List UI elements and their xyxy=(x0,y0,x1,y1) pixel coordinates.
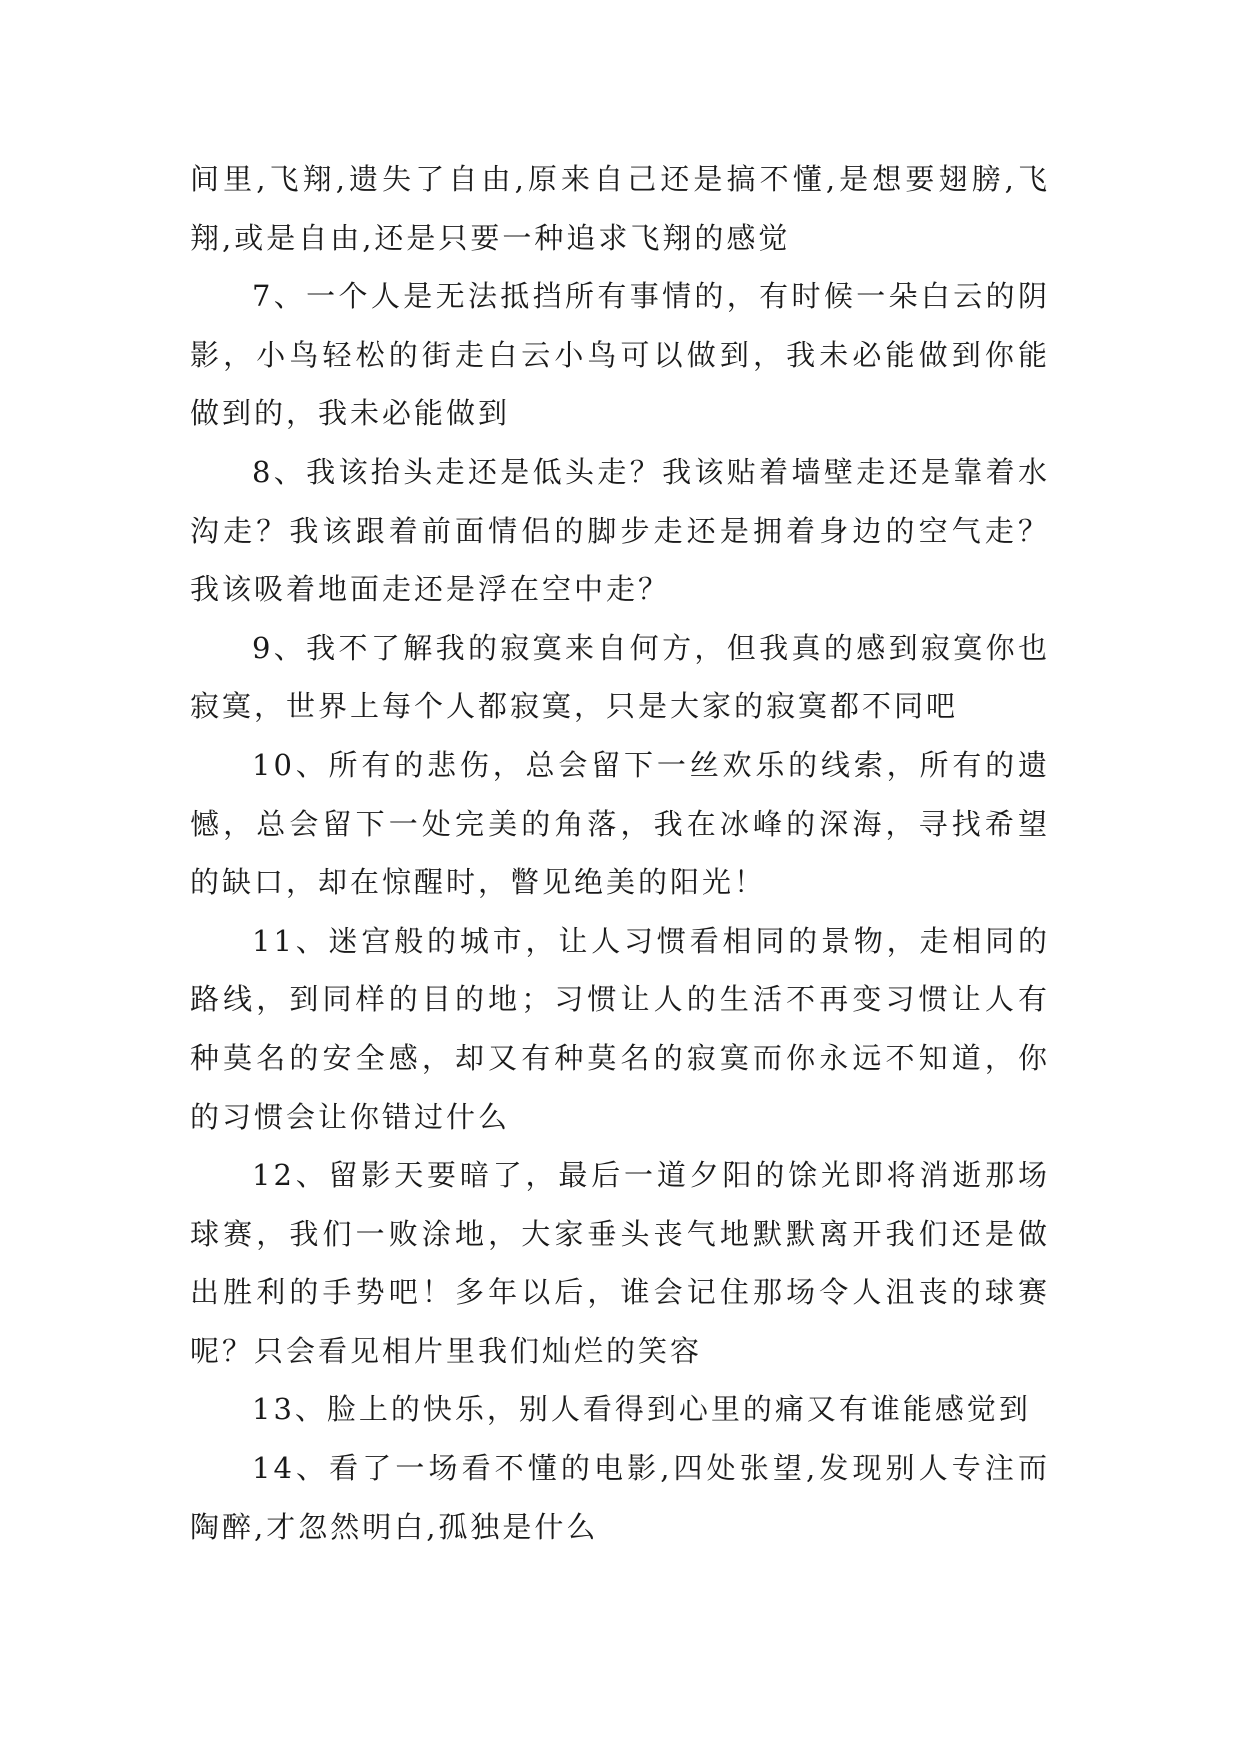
paragraph-item-10: 10、所有的悲伤，总会留下一丝欢乐的线索，所有的遗憾，总会留下一处完美的角落，我在冰峰的深海，寻找希望的缺口，却在惊醒时，瞥见绝美的阳光！ xyxy=(190,747,1050,900)
paragraph-item-11: 11、迷宫般的城市，让人习惯看相同的景物，走相同的路线，到同样的目的地；习惯让人的生活不再变习惯让人有种莫名的安全感，却又有种莫名的寂寞而你永远不知道，你的习惯会让你错过什么 xyxy=(190,923,1050,1134)
paragraph-item-9: 9、我不了解我的寂寞来自何方，但我真的感到寂寞你也寂寞，世界上每个人都寂寞，只是大家的寂寞都不同吧 xyxy=(190,630,1050,724)
paragraph-item-7: 7、一个人是无法抵挡所有事情的，有时候一朵白云的阴影，小鸟轻松的街走白云小鸟可以做到，我未必能做到你能做到的，我未必能做到 xyxy=(190,279,1050,431)
paragraph-item-12: 12、留影天要暗了，最后一道夕阳的馀光即将消逝那场球赛，我们一败涂地，大家垂头丧气地默默离开我们还是做出胜利的手势吧！多年以后，谁会记住那场令人沮丧的球赛呢？只会看见相片里我们灿烂的笑容 xyxy=(190,1158,1050,1368)
paragraph-item-8: 8、我该抬头走还是低头走？我该贴着墙壁走还是靠着水沟走？我该跟着前面情侣的脚步走还是拥着身边的空气走？我该吸着地面走还是浮在空中走？ xyxy=(190,454,1050,607)
paragraph-continued: 间里,飞翔,遗失了自由,原来自己还是搞不懂,是想要翅膀,飞翔,或是自由,还是只要一种追求飞翔的感觉 xyxy=(190,162,1050,255)
body-text xyxy=(190,150,1050,1556)
paragraph-item-14: 14、看了一场看不懂的电影,四处张望,发现别人专注而陶醉,才忽然明白,孤独是什么 xyxy=(190,1451,1050,1544)
paragraph-item-13: 13、脸上的快乐，别人看得到心里的痛又有谁能感觉到 xyxy=(252,1392,1031,1427)
